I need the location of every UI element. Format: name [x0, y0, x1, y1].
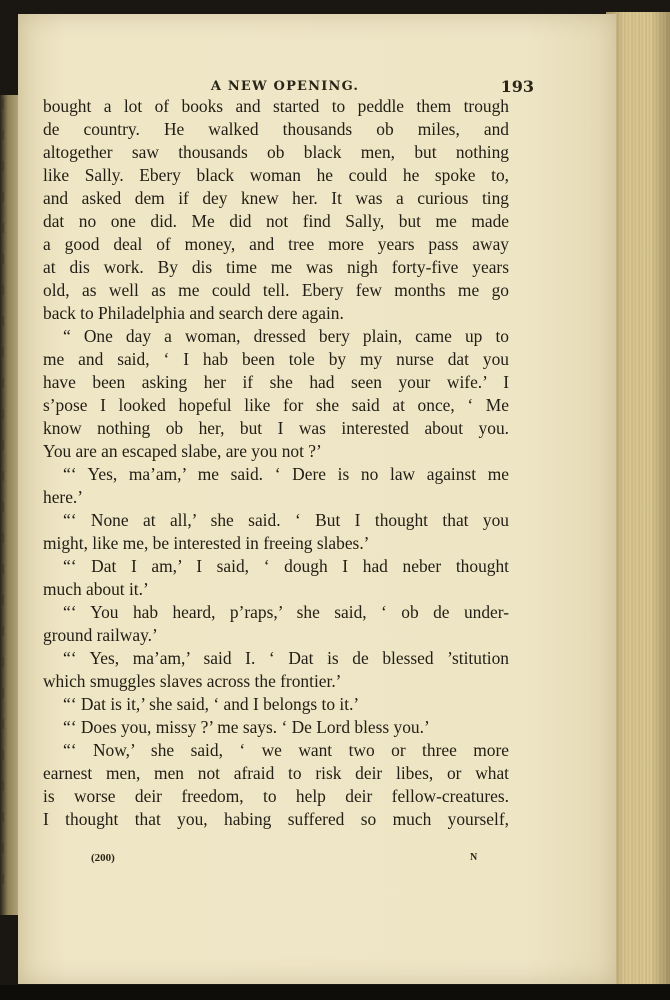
text-line: “‘ None at all,’ she said. ‘ But I thought that you	[63, 510, 509, 530]
body-text	[43, 95, 509, 831]
text-line: have been asking her if she had seen your wife.’ I	[43, 372, 509, 392]
text-line: de country. He walked thousands ob miles, and	[43, 119, 509, 139]
text-line: dat no one did. Me did not find Sally, but me made	[43, 211, 509, 231]
facing-page-fragment	[2, 688, 18, 698]
facing-page-fragment	[2, 812, 18, 822]
facing-page-fragment	[2, 99, 18, 109]
text-line: earnest men, men not afraid to risk deir libes, or what	[43, 763, 509, 783]
text-line: “‘ You hab heard, p’raps,’ she said, ‘ ob de under-	[63, 602, 509, 622]
text-line: might, like me, be interested in freeing slabes.’	[43, 533, 370, 553]
facing-page-fragment	[2, 626, 18, 636]
running-head: A NEW OPENING.	[210, 79, 360, 94]
facing-page-fragment	[2, 409, 18, 419]
text-line: know nothing ob her, but I was interested about you.	[43, 418, 509, 438]
facing-page-fragment	[2, 874, 18, 884]
text-line: here.’	[43, 487, 84, 507]
page-footer	[36, 850, 634, 870]
page-number: 193	[500, 77, 534, 96]
text-line: You are an escaped slabe, are you not ?’	[43, 441, 322, 461]
text-line: old, as well as me could tell. Ebery few months me go	[43, 280, 509, 300]
text-line: and asked dem if dey knew her. It was a curious ting	[43, 188, 509, 208]
facing-page-fragment	[2, 161, 18, 171]
page-header	[36, 77, 534, 97]
text-line: “‘ Yes, ma’am,’ said I. ‘ Dat is de blessed ’stitution	[63, 648, 509, 668]
text-line: which smuggles slaves across the frontier.’	[43, 671, 342, 691]
text-line: at dis work. By dis time me was nigh forty-five years	[43, 257, 509, 277]
text-line: “ One day a woman, dressed bery plain, came up to	[63, 326, 509, 346]
text-line: s’pose I looked hopeful like for she said at once, ‘ Me	[43, 395, 509, 415]
signature-mark: (200)	[91, 852, 115, 864]
facing-page-fragment	[2, 254, 18, 264]
facing-page-fragment	[2, 347, 18, 357]
facing-page-fragment	[2, 533, 18, 543]
facing-page-fragment	[2, 719, 18, 729]
facing-page-fragment	[2, 502, 18, 512]
text-line: me and said, ‘ I hab been tole by my nurse dat you	[43, 349, 509, 369]
facing-page-fragment	[2, 843, 18, 853]
text-line: “‘ Does you, missy ?’ me says. ‘ De Lord bless you.’	[63, 717, 430, 737]
text-line: is worse deir freedom, to help deir fellow-creatures.	[43, 786, 509, 806]
text-line: “‘ Dat is it,’ she said, ‘ and I belongs to it.’	[63, 694, 360, 714]
facing-page-fragment	[2, 471, 18, 481]
text-line: much about it.’	[43, 579, 149, 599]
text-line: a good deal of money, and tree more years pass away	[43, 234, 509, 254]
facing-page-fragment	[2, 564, 18, 574]
facing-page-fragment	[2, 440, 18, 450]
text-line: “‘ Yes, ma’am,’ me said. ‘ Dere is no law against me	[63, 464, 509, 484]
facing-page-fragment	[2, 781, 18, 791]
text-line: “‘ Dat I am,’ I said, ‘ dough I had neber thought	[63, 556, 509, 576]
scan-bottom-border	[0, 985, 670, 1000]
facing-page-fragment	[2, 130, 18, 140]
facing-page-fragment	[2, 192, 18, 202]
facing-page-fragment	[2, 223, 18, 233]
text-line: I thought that you, habing suffered so much yourself,	[43, 809, 509, 829]
text-line: like Sally. Ebery black woman he could he spoke to,	[43, 165, 509, 185]
left-page-edge	[0, 95, 20, 915]
text-line: back to Philadelphia and search dere again.	[43, 303, 344, 323]
facing-page-fragment	[2, 378, 18, 388]
facing-page-fragment	[2, 285, 18, 295]
facing-page-fragment	[2, 316, 18, 326]
facing-page-fragment	[2, 657, 18, 667]
text-line: bought a lot of books and started to peddle them trough	[43, 96, 509, 116]
text-line: ground railway.’	[43, 625, 158, 645]
text-line: altogether saw thousands ob black men, but nothing	[43, 142, 509, 162]
facing-page-fragment	[2, 595, 18, 605]
signature-letter: N	[470, 852, 478, 863]
facing-page-fragment	[2, 750, 18, 760]
text-line: “‘ Now,’ she said, ‘ we want two or three more	[63, 740, 509, 760]
